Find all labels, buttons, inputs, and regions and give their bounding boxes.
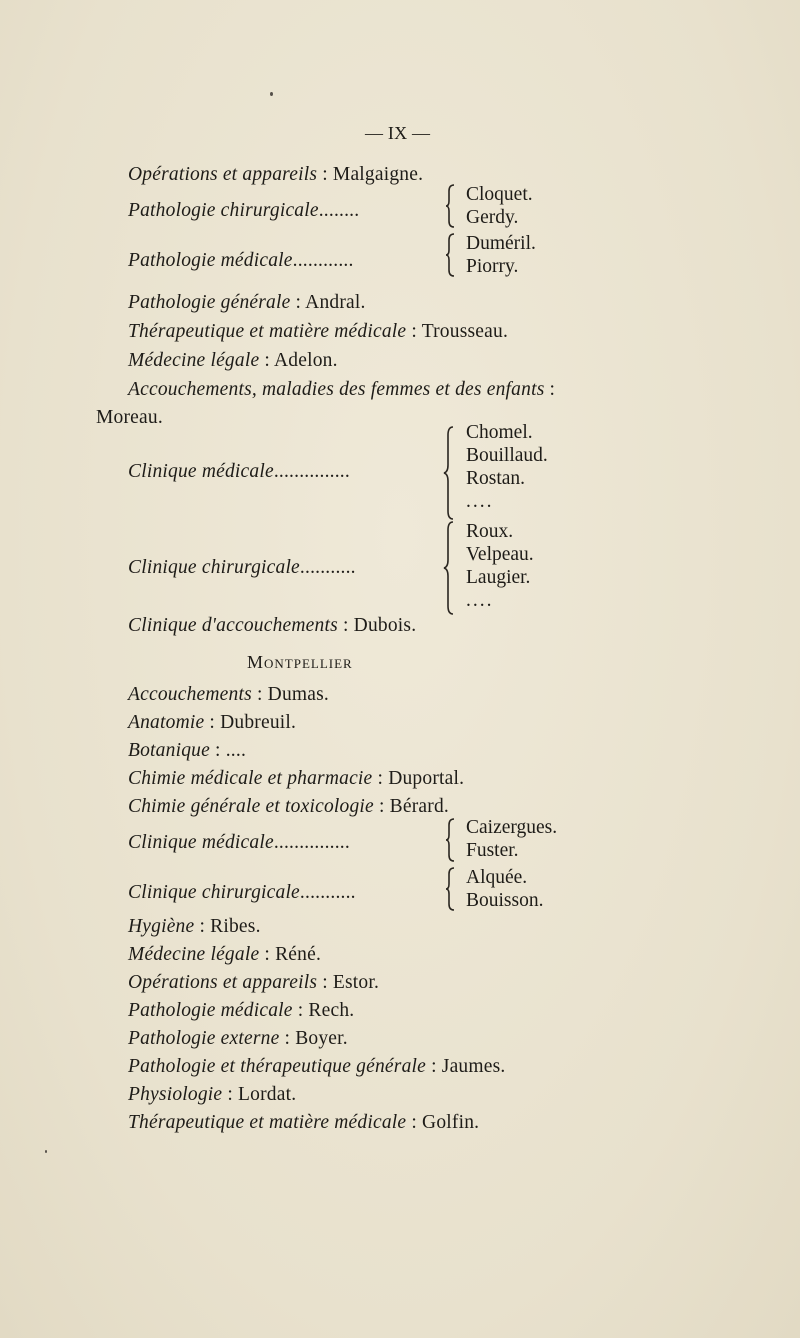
professor-name: Chomel. <box>466 422 533 443</box>
entry-pathologie-externe <box>128 1027 348 1051</box>
professor-name: Rostan. <box>466 468 526 489</box>
entry-name: Bérard. <box>389 796 450 817</box>
leader-dots: ............ <box>292 250 354 271</box>
entry-separator: : <box>406 1112 423 1133</box>
entry-subject: Clinique chirurgicale <box>128 557 300 578</box>
entry-operations-paris <box>128 163 423 187</box>
entry-accouchements-mtp <box>128 683 329 707</box>
paper-speck <box>45 1150 47 1153</box>
entry-subject: Accouchements, maladies des femmes et des enfants <box>128 379 545 400</box>
entry-subject: Clinique médicale <box>128 461 274 482</box>
entry-pathologie-medicale <box>128 249 354 273</box>
entry-subject: Clinique médicale <box>128 832 274 853</box>
entry-subject: Pathologie médicale <box>128 1000 293 1021</box>
professor-name: Bouisson. <box>466 890 544 911</box>
names-pathologie-chirurgicale <box>466 183 533 229</box>
entry-separator: : <box>406 321 422 342</box>
entry-subject: Médecine légale <box>128 350 260 371</box>
entry-name: .... <box>225 740 247 761</box>
entry-medecine-legale-mtp <box>128 943 321 967</box>
entry-separator: : <box>209 740 226 761</box>
entry-subject: Chimie médicale et pharmacie <box>128 768 373 789</box>
entry-subject: Pathologie générale <box>128 292 291 313</box>
names-clinique-chirurgicale-mtp <box>466 866 543 912</box>
entry-name: Réné. <box>275 944 322 965</box>
entry-subject: Botanique <box>128 740 210 761</box>
entry-therapeutique-mtp <box>128 1111 479 1135</box>
entry-pathologie-medicale-mtp <box>128 999 354 1023</box>
leader-dots: ........... <box>299 882 356 903</box>
entry-botanique <box>128 739 246 763</box>
entry-separator: : <box>290 292 306 313</box>
entry-separator: : <box>426 1056 442 1077</box>
leader-dots: ........ <box>318 200 360 221</box>
entry-separator: : <box>259 944 276 965</box>
entry-subject: Pathologie médicale <box>128 250 293 271</box>
entry-subject: Accouchements <box>128 684 252 705</box>
entry-separator: : <box>544 379 556 400</box>
brace <box>445 817 457 863</box>
entry-chimie-generale <box>128 795 449 819</box>
entry-name: Ribes. <box>210 916 261 937</box>
entry-name: Golfin. <box>422 1112 480 1133</box>
professor-name: Caizergues. <box>466 817 558 838</box>
professor-name: Roux. <box>466 521 514 542</box>
brace <box>442 520 456 616</box>
entry-physiologie <box>128 1083 296 1107</box>
entry-subject: Hygiène <box>128 916 195 937</box>
entry-separator: : <box>317 164 333 185</box>
professor-name: Bouillaud. <box>466 445 548 466</box>
entry-name: Malgaigne. <box>332 164 424 185</box>
entry-subject: Opérations et appareils <box>128 972 318 993</box>
entry-name: Trousseau. <box>421 321 509 342</box>
brace <box>445 183 457 229</box>
entry-pathologie-generale <box>128 291 366 315</box>
brace <box>445 866 457 912</box>
professor-name: Velpeau. <box>466 544 534 565</box>
names-clinique-chirurgicale-paris <box>466 520 534 612</box>
names-clinique-medicale-paris <box>466 421 548 513</box>
entry-name: Andral. <box>305 292 366 313</box>
entry-clinique-medicale-paris <box>128 460 350 484</box>
entry-separator: : <box>317 972 333 993</box>
professor-name: Fuster. <box>466 840 519 861</box>
entry-name: Dubreuil. <box>220 712 297 733</box>
entry-accouchements-paris <box>128 378 555 402</box>
professor-name: .... <box>466 491 494 512</box>
entry-subject: Thérapeutique et matière médicale <box>128 1112 407 1133</box>
entry-name: Dubois. <box>353 615 417 636</box>
section-heading-montpellier: Montpellier <box>247 652 353 672</box>
entry-name: Estor. <box>332 972 380 993</box>
entry-subject: Pathologie chirurgicale <box>128 200 319 221</box>
entry-name: Dumas. <box>267 684 329 705</box>
entry-subject: Anatomie <box>128 712 205 733</box>
entry-anatomie <box>128 711 296 735</box>
entry-clinique-medicale-mtp <box>128 831 350 855</box>
brace <box>442 425 456 521</box>
entry-separator: : <box>372 768 389 789</box>
entry-pathologie-therapeutique-generale <box>128 1055 505 1079</box>
entry-clinique-chirurgicale-mtp <box>128 881 356 905</box>
professor-name: Laugier. <box>466 567 531 588</box>
entry-name: Rech. <box>308 1000 355 1021</box>
entry-subject: Médecine légale <box>128 944 260 965</box>
entry-chimie-medicale <box>128 767 464 791</box>
entry-separator: : <box>259 350 275 371</box>
entry-separator: : <box>373 796 390 817</box>
entry-clinique-chirurgicale-paris <box>128 556 356 580</box>
entry-separator: : <box>337 615 354 636</box>
entry-separator: : <box>194 916 211 937</box>
professor-name: Duméril. <box>466 233 536 254</box>
entry-clinique-accouchements <box>128 614 416 638</box>
entry-separator: : <box>279 1028 296 1049</box>
entry-subject: Pathologie externe <box>128 1028 280 1049</box>
professor-name: Cloquet. <box>466 184 533 205</box>
entry-name: Adelon. <box>274 350 338 371</box>
names-clinique-medicale-mtp <box>466 816 557 862</box>
paper-speck <box>270 92 273 96</box>
page-number: — IX — <box>365 123 431 143</box>
entry-name-moreau: Moreau. <box>96 407 163 428</box>
professor-name: Piorry. <box>466 256 519 277</box>
professor-name: Alquée. <box>466 867 528 888</box>
entry-operations-mtp <box>128 971 379 995</box>
entry-subject: Chimie générale et toxicologie <box>128 796 374 817</box>
entry-subject: Clinique d'accouchements <box>128 615 338 636</box>
entry-separator: : <box>251 684 268 705</box>
leader-dots: ............... <box>273 461 350 482</box>
entry-subject: Thérapeutique et matière médicale <box>128 321 407 342</box>
entry-hygiene <box>128 915 261 939</box>
entry-name: Lordat. <box>238 1084 297 1105</box>
brace <box>445 232 457 278</box>
professor-name: Gerdy. <box>466 207 519 228</box>
professor-name: .... <box>466 590 494 611</box>
entry-subject: Opérations et appareils <box>128 164 318 185</box>
entry-separator: : <box>292 1000 309 1021</box>
entry-name: Duportal. <box>388 768 465 789</box>
names-pathologie-medicale <box>466 232 536 278</box>
entry-subject: Physiologie <box>128 1084 223 1105</box>
entry-name: Jaumes. <box>441 1056 506 1077</box>
entry-subject: Pathologie et thérapeutique générale <box>128 1056 426 1077</box>
entry-separator: : <box>222 1084 239 1105</box>
leader-dots: ........... <box>299 557 356 578</box>
entry-medecine-legale-paris <box>128 349 338 373</box>
entry-pathologie-chirurgicale <box>128 199 359 223</box>
entry-separator: : <box>204 712 221 733</box>
entry-therapeutique-paris <box>128 320 508 344</box>
entry-subject: Clinique chirurgicale <box>128 882 300 903</box>
leader-dots: ............... <box>273 832 350 853</box>
entry-name: Boyer. <box>295 1028 348 1049</box>
